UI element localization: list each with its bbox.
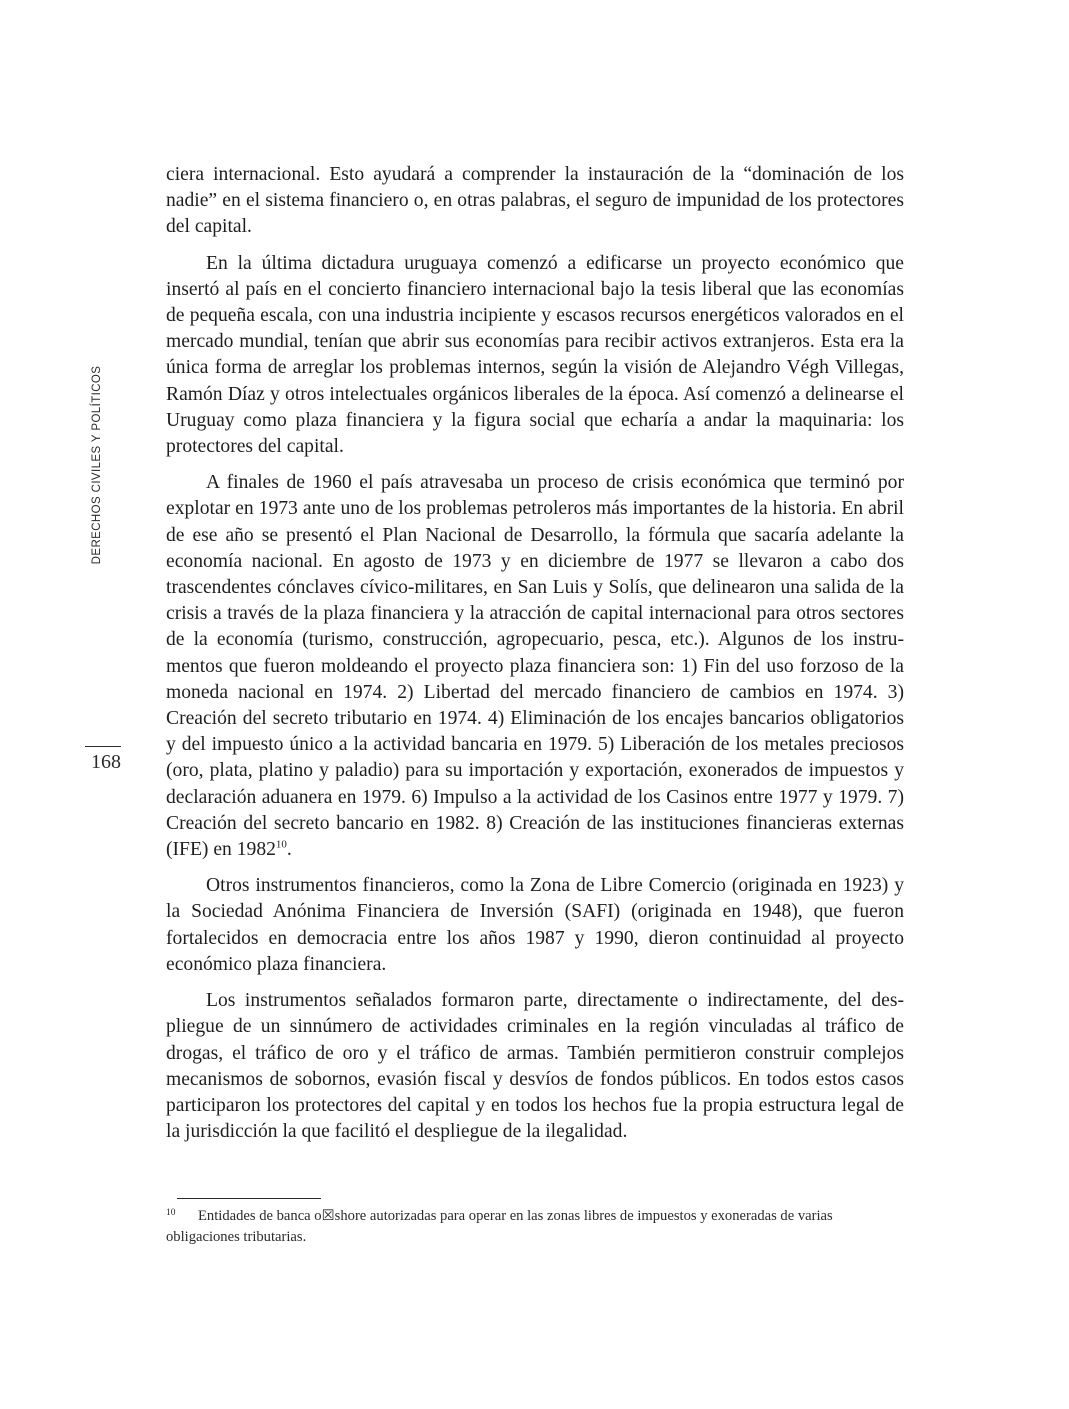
paragraph: ciera internacional. Esto ayudará a comprender la instauración de la “dominación de los nadie” en el sistema financiero o, en otras palabras, el seguro de impunidad de los protectores del capital. bbox=[166, 164, 904, 238]
footnote-number: 10 bbox=[166, 1208, 176, 1218]
page-number: 168 bbox=[91, 751, 121, 773]
paragraph: En la última dictadura uruguaya comenzó a edificarse un proyecto económico que insertó al país en el concierto financiero internacional bajo la tesis liberal que las economías de pequeña escala, con una industria incipiente y escasos recursos energéticos valorados en el mercado mundial, tenían que abrir sus economías para recibir activos extranjeros. Esta era la única forma de arreglar los problemas internos, según la visión de Alejandro Végh Villegas, Ramón Díaz y otros intelectuales orgánicos liberales de la época. Así comenzó a delinearse el Uruguay como plaza financiera y la figura social que echaría a andar la maquinaria: los protectores del capital. bbox=[166, 252, 904, 458]
footnote-separator bbox=[177, 1198, 321, 1199]
footnote bbox=[166, 1206, 904, 1248]
running-section-title: DERECHOS CIVILES Y POLÍTICOS bbox=[91, 365, 103, 565]
footnote-reference[interactable]: 10 bbox=[275, 838, 287, 851]
paragraph bbox=[166, 470, 904, 863]
page-number-rule bbox=[85, 746, 121, 747]
body-text bbox=[166, 162, 904, 1155]
paragraph-text: A finales de 1960 el país atravesaba un proceso de crisis económica que terminó por explotar en 1973 ante uno de los problemas petroleros más importantes de la historia. En abril de ese año se presentó el Plan Nacional de Desarrollo, la fórmula que sacaría adelante la economía nacional. En agosto de 1973 y en diciembre de 1977 se llevaron a cabo dos trascendentes cónclaves cívico-militares, en San Luis y Solís, que delinearon una salida de la crisis a través de la plaza financiera y la atracción de capital internacional para otros sectores de la economía (turismo, construcción, agropecuario, pesca, etc.). Algunos de los instrumentos que fueron moldeando el proyecto plaza financiera son: 1) Fin del uso forzoso de la moneda nacional en 1974. 2) Libertad del mercado financiero de cambios en 1974. 3) Creación del secreto tributario en 1974. 4) Eliminación de los encajes bancarios obligatorios y del impuesto único a la actividad bancaria en 1979. 5) Liberación de los metales preciosos (oro, plata, platino y paladio) para su importación y exportación, exonerados de impuestos y declaración aduanera en 1979. 6) Impulso a la actividad de los Casinos entre 1977 y 1979. 7) Creación del secreto bancario en 1982. 8) Creación de las instituciones financieras externas (IFE) en 1982 bbox=[166, 472, 904, 861]
paragraph: Otros instrumentos financieros, como la Zona de Libre Comercio (originada en 1923) y la Sociedad Anónima Financiera de Inversión (SAFI) (originada en 1948), que fueron fortalecidos en democracia entre los años 1987 y 1990, dieron continuidad al proyecto económico plaza financiera. bbox=[166, 875, 904, 975]
paragraph: Los instrumentos señalados formaron parte, directamente o indirectamente, del despliegue de un sinnúmero de actividades criminales en la región vinculadas al tráfico de drogas, el tráfico de oro y el tráfico de armas. También permitieron construir complejos mecanismos de sobornos, evasión fiscal y desvíos de fondos públicos. En todos estos casos participaron los protectores del capital y en todos los hechos fue la propia estructura legal de la jurisdicción la que facilitó el despliegue de la ilegalidad. bbox=[166, 990, 904, 1143]
paragraph-end: . bbox=[286, 839, 292, 861]
footnote-text: Entidades de banca o☒shore autorizadas para operar en las zonas libres de impuestos y exoneradas de varias obligaciones tributarias. bbox=[166, 1208, 833, 1245]
